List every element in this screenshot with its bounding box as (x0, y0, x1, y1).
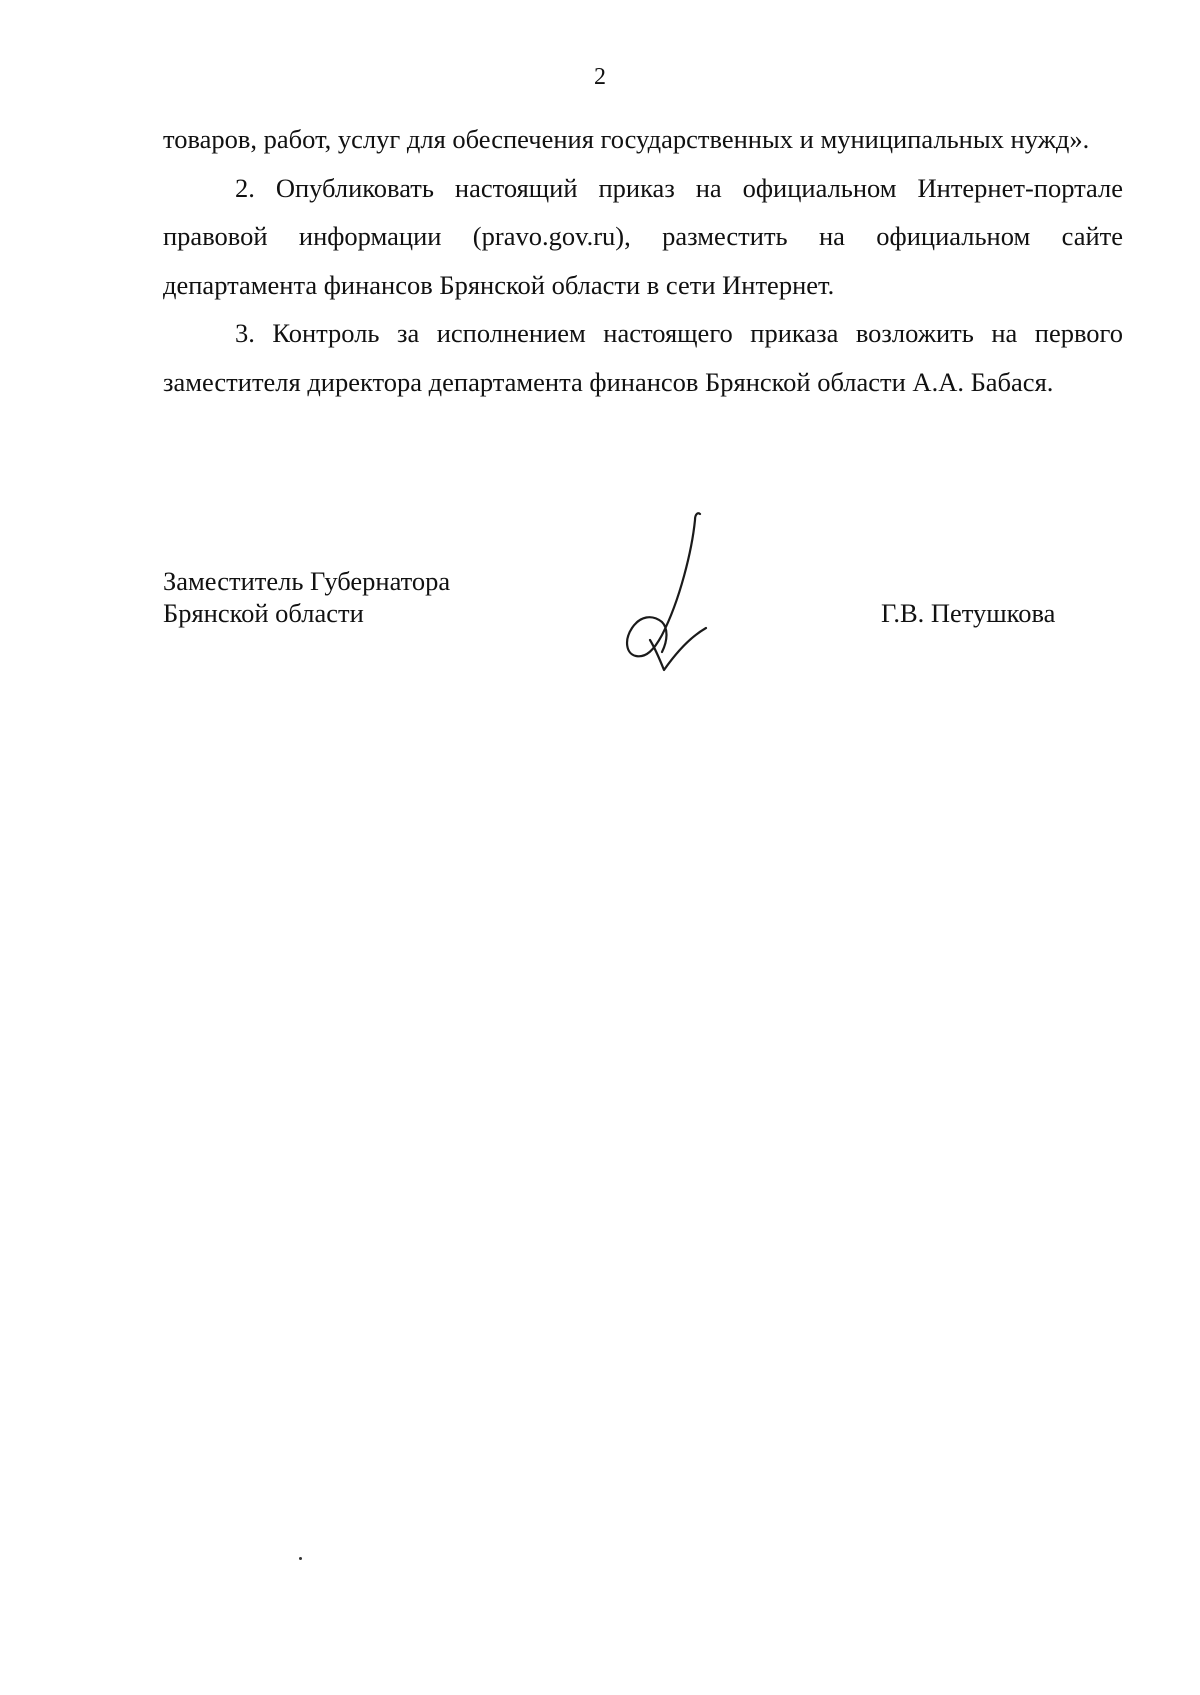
document-body (163, 115, 1123, 406)
handwritten-signature (622, 510, 742, 675)
scan-speck (299, 1557, 302, 1560)
page-number: 2 (594, 64, 606, 90)
signatory-name: Г.В. Петушкова (881, 598, 1056, 628)
signatory-title (163, 565, 450, 629)
signatory-title-line1: Заместитель Губернатора (163, 566, 451, 596)
paragraph-publish: 2. Опубликовать настоящий приказ на официальном Интернет-портале правовой информации (pravo.gov.ru), разместить на официальном сайте департамента финансов Брянской области в сети Интернет. (163, 172, 1123, 300)
signatory-title-line2: Брянской области (163, 598, 364, 628)
paragraph-control: 3. Контроль за исполнением настоящего приказа возложить на первого заместителя директора департамента финансов Брянской области А.А. Бабася. (163, 318, 1123, 397)
paragraph-continuation: товаров, работ, услуг для обеспечения государственных и муниципальных нужд». (163, 124, 1090, 154)
